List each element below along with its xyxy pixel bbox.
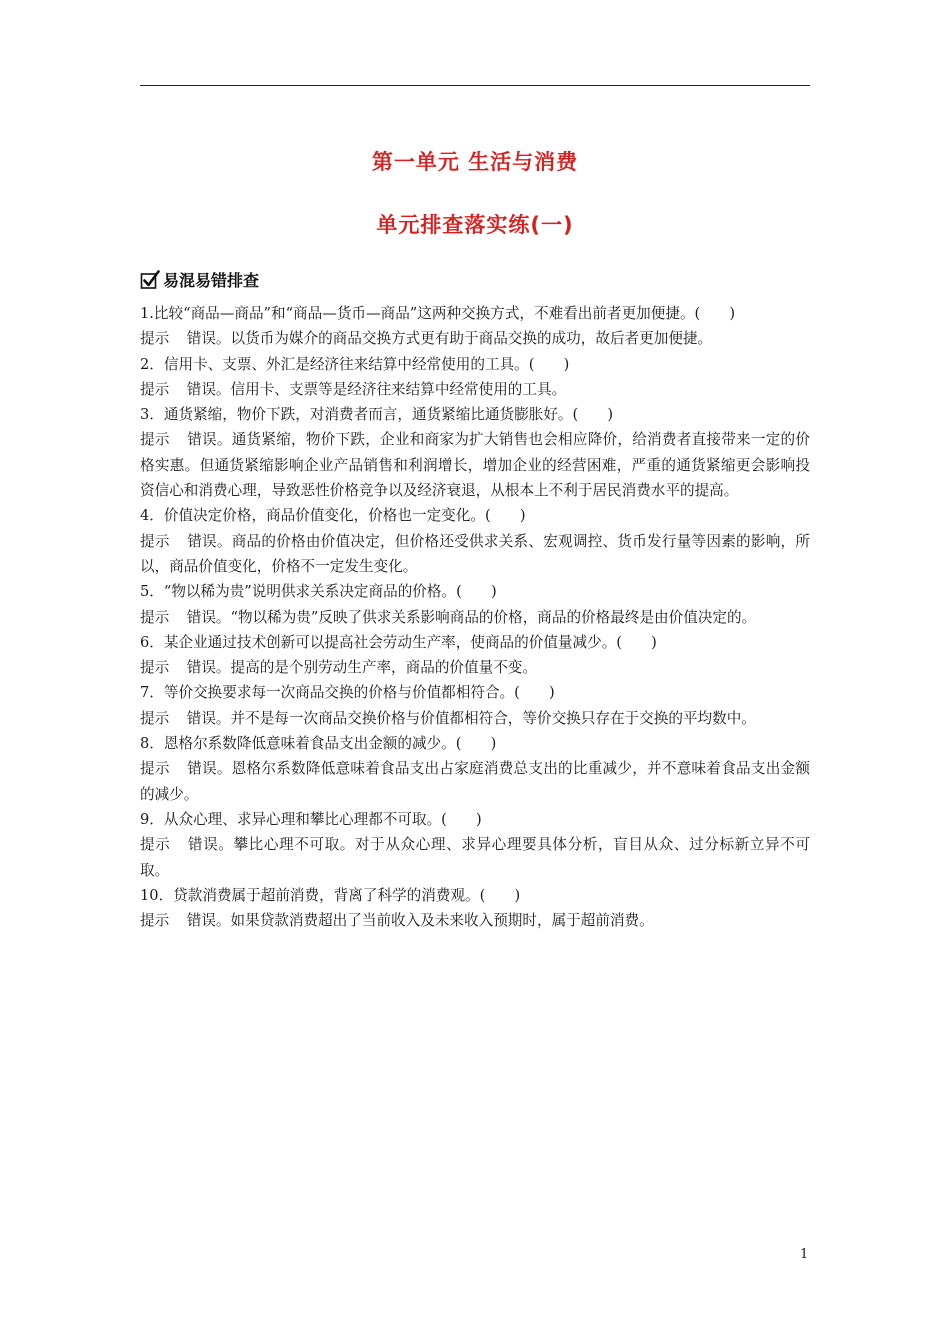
question-text: 2．信用卡、支票、外汇是经济往来结算中经常使用的工具。( ): [140, 355, 570, 373]
hint-label: 提示: [140, 532, 170, 550]
hint-label: 提示: [140, 380, 170, 398]
hint-label: 提示: [140, 760, 170, 778]
section-heading: [140, 268, 259, 291]
section-label: 易混易错排查: [163, 271, 260, 290]
header-rule: [140, 85, 810, 86]
question-text: 1.比较“商品—商品”和“商品—货币—商品”这两种交换方式，不难看出前者更加便捷。( ): [140, 305, 736, 322]
hint-text: 错误。如果贷款消费超出了当前收入及未来收入预期时，属于超前消费。: [186, 912, 654, 930]
hint-text: 错误。提高的是个别劳动生产率，商品的价值量不变。: [186, 659, 537, 677]
hint-paragraph: [140, 706, 810, 731]
hint-label: 提示: [140, 330, 170, 348]
hint-paragraph: [140, 655, 810, 680]
hint-text: 错误。攀比心理不可取。对于从众心理、求异心理要具体分析，盲目从众、过分标新立异不可取。: [140, 836, 810, 879]
hint-label: 提示: [140, 836, 171, 854]
question-text: 10．贷款消费属于超前消费，背离了科学的消费观。( ): [140, 886, 521, 904]
question-text: 9．从众心理、求异心理和攀比心理都不可取。( ): [140, 810, 482, 828]
hint-paragraph: [140, 908, 810, 933]
page-number: 1: [800, 1247, 809, 1262]
hint-paragraph: [140, 605, 810, 630]
hint-text: 错误。通货紧缩，物价下跌，企业和商家为扩大销售也会相应降价，给消费者直接带来一定的价格实惠。但通货紧缩影响企业产品销售和利润增长，增加企业的经营困难，严重的通货紧缩更会影响投资信心和消费心理，导致恶性价格竞争以及经济衰退，从根本上不利于居民消费水平的提高。: [140, 431, 810, 500]
exercise-subtitle: 单元排查落实练(一): [376, 213, 574, 237]
hint-text: 错误。恩格尔系数降低意味着食品支出占家庭消费总支出的比重减少，并不意味着食品支出金额的减少。: [140, 760, 810, 803]
hint-label: 提示: [140, 608, 170, 626]
checkbox-check-icon: [140, 270, 160, 290]
hint-text: 错误。并不是每一次商品交换价格与价值都相符合，等价交换只存在于交换的平均数中。: [186, 709, 756, 727]
hint-label: 提示: [140, 431, 170, 449]
question-text: 5．“物以稀为贵”说明供求关系决定商品的价格。( ): [140, 583, 497, 601]
hint-label: 提示: [140, 659, 170, 677]
unit-title: 第一单元 生活与消费: [371, 150, 579, 174]
question-text: 6．某企业通过技术创新可以提高社会劳动生产率，使商品的价值量减少。( ): [140, 633, 657, 651]
hint-text: 错误。商品的价格由价值决定，但价格还受供求关系、宏观调控、货币发行量等因素的影响，所以，商品价值变化，价格不一定发生变化。: [140, 532, 810, 575]
hint-text: 错误。信用卡、支票等是经济往来结算中经常使用的工具。: [186, 380, 567, 398]
hint-label: 提示: [140, 709, 170, 727]
question-text: 8．恩格尔系数降低意味着食品支出金额的减少。( ): [140, 735, 497, 753]
question-text: 3．通货紧缩，物价下跌，对消费者而言，通货紧缩比通货膨胀好。( ): [140, 406, 614, 424]
hint-paragraph: [140, 377, 810, 402]
question-text: 7．等价交换要求每一次商品交换的价格与价值都相符合。( ): [140, 684, 555, 702]
hint-paragraph: [140, 832, 810, 883]
hint-text: 错误。以货币为媒介的商品交换方式更有助于商品交换的成功，故后者更加便捷。: [186, 330, 713, 348]
hint-paragraph: [140, 326, 810, 351]
hint-paragraph: [140, 427, 810, 503]
hint-paragraph: [140, 756, 810, 807]
question-text: 4．价值决定价格，商品价值变化，价格也一定变化。( ): [140, 507, 526, 525]
hint-paragraph: [140, 529, 810, 580]
hint-text: 错误。“物以稀为贵”反映了供求关系影响商品的价格，商品的价格最终是由价值决定的。: [186, 608, 757, 626]
hint-label: 提示: [140, 912, 170, 930]
question-list: [140, 301, 810, 933]
